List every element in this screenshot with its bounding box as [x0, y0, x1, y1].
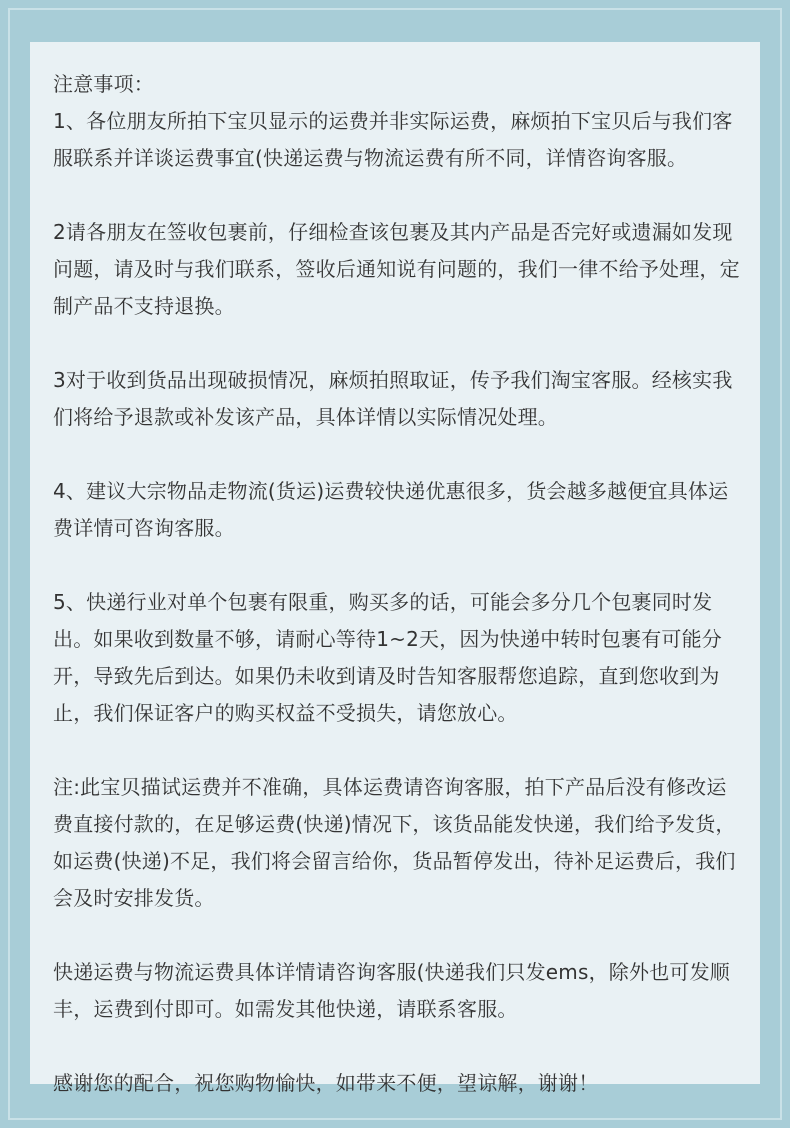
notice-thanks: 感谢您的配合，祝您购物愉快，如带来不便，望谅解，谢谢！ [53, 1071, 599, 1095]
notice-item-2: 2请各朋友在签收包裹前，仔细检查该包裹及其内产品是否完好或遗漏如发现问题，请及时与我们联系，签收后通知说有问题的，我们一律不给予处理，定制产品不支持退换。 [53, 220, 740, 318]
notice-item-4: 4、建议大宗物品走物流(货运)运费较快递优惠很多，货会越多越便宜具体运费详情可咨询客服。 [53, 479, 729, 540]
notice-item-1: 1、各位朋友所拍下宝贝显示的运费并非实际运费，麻烦拍下宝贝后与我们客服联系并详谈运费事宜(快递运费与物流运费有所不同，详情咨询客服。 [53, 109, 733, 170]
notice-heading: 注意事项： [53, 72, 154, 96]
notice-panel [30, 42, 760, 1095]
notice-item-5: 5、快递行业对单个包裹有限重，购买多的话，可能会多分几个包裹同时发出。如果收到数量不够，请耐心等待1~2天，因为快递中转时包裹有可能分开，导致先后到达。如果仍未收到请及时告知客服帮您追踪，直到您收到为止，我们保证客户的购买权益不受损失，请您放心。 [53, 590, 723, 725]
notice-content [53, 66, 743, 1102]
notice-note: 注:此宝贝描试运费并不准确，具体运费请咨询客服，拍下产品后没有修改运费直接付款的，在足够运费(快递)情况下，该货品能发快递，我们给予发货，如运费(快递)不足，我们将会留言给你，货品暂停发出，待补足运费后，我们会及时安排发货。 [53, 775, 736, 910]
notice-shipping-info: 快递运费与物流运费具体详情请咨询客服(快递我们只发ems，除外也可发顺丰，运费到付即可。如需发其他快递，请联系客服。 [53, 960, 731, 1021]
notice-item-3: 3对于收到货品出现破损情况，麻烦拍照取证，传予我们淘宝客服。经核实我们将给予退款或补发该产品，具体详情以实际情况处理。 [53, 368, 733, 429]
